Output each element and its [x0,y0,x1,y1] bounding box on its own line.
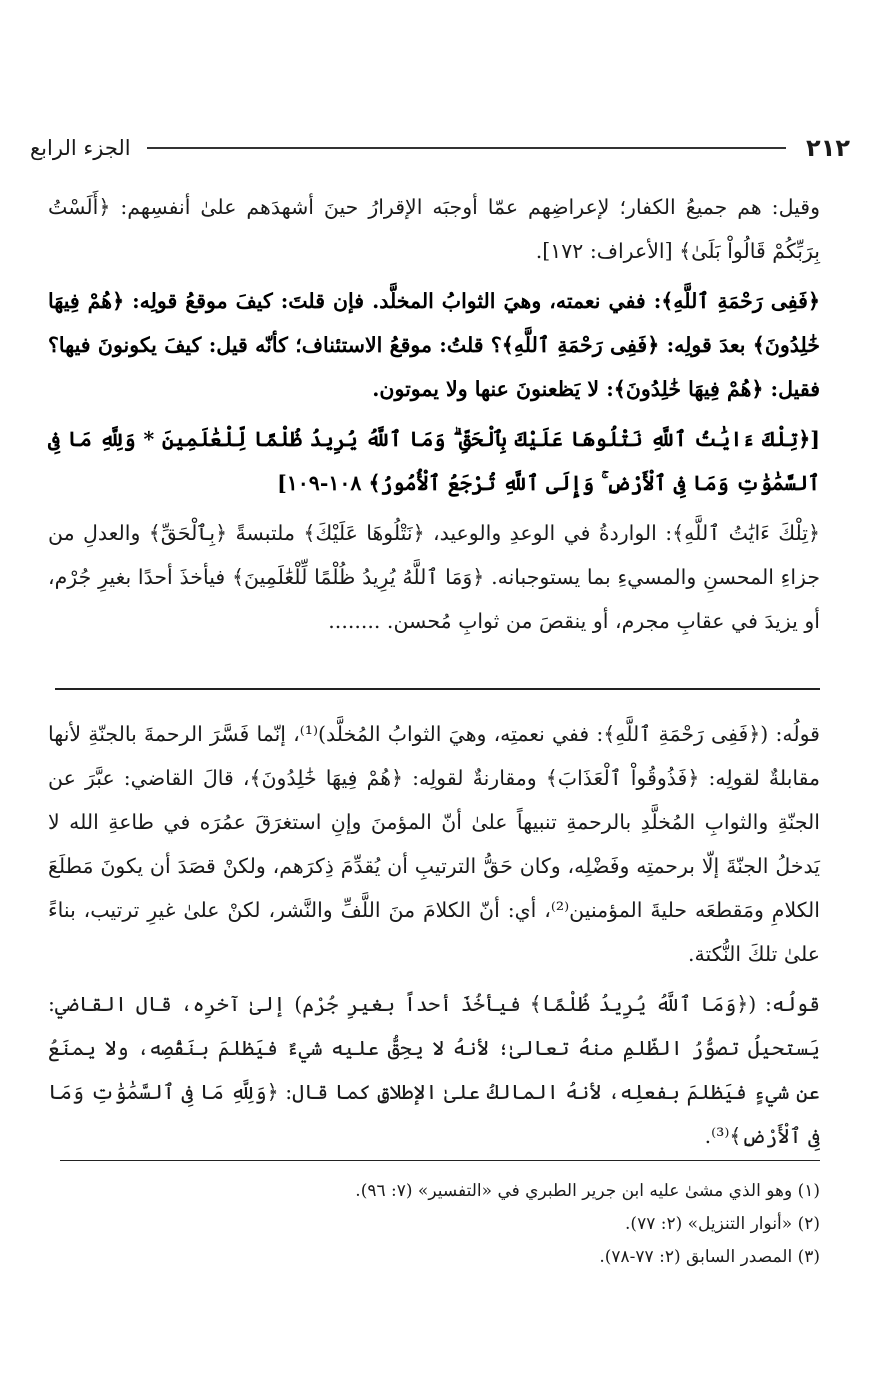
main-separator-rule [55,688,820,690]
main-paragraph-1: وقيل: هم جميعُ الكفار؛ لإعراضِهم عمّا أوجبَه الإقرارُ حينَ أشهدَهم علىٰ أنفسِهم: ﴿أَلَسْتُ بِرَبِّكُمْ قَالُواْ بَلَىٰ﴾ [الأعراف: ١٧٢]. [48,195,820,263]
footnote-separator-rule [60,1160,820,1161]
commentary-paragraph-2: قولُه: (﴿وَمَا ٱللَّهُ يُرِيدُ ظُلْمًا﴾ فيأخُذَ أحداً بغيرِ جُرْم) إلىٰ آخرِه، قال القاضي: يَستحيلُ تصوُّرُ الظّلمِ منهُ تعالىٰ؛ لأنهُ لا يحِقُّ عليه شيءٌ فيَظلمَ بنَقْصِه، ولا يمنَعُ عن شيءٍ فيَظلمَ بفعلِه، لأنهُ المالكُ علىٰ الإطلاقِ كما قال: ﴿وَلِلَّهِ مَا فِى ٱلسَّمَٰوَٰتِ وَمَا فِى ٱلْأَرْضِ﴾⁽³⁾. [48,992,820,1148]
footnote-1: (١) وهو الذي مشىٰ عليه ابن جرير الطبري في «التفسير» (٧: ٩٦). [355,1181,820,1201]
header-rule [147,147,786,149]
footnote-3: (٣) المصدر السابق (٢: ٧٧-٧٨). [599,1247,820,1267]
commentary-section [48,712,820,1164]
footnote-2: (٢) «أنوار التنزيل» (٢: ٧٧). [625,1214,820,1234]
main-paragraph-2: ﴿فَفِى رَحْمَةِ ٱللَّهِ﴾: ففي نعمته، وهيَ الثوابُ المخلَّد. فإن قلتَ: كيفَ موقعُ قولِه: ﴿هُمْ فِيهَا خَٰلِدُونَ﴾ بعدَ قولِه: ﴿فَفِى رَحْمَةِ ٱللَّهِ﴾؟ قلتُ: موقعُ الاستئناف؛ كأنّه قيل: كيفَ يكونونَ فيها؟ فقيل: ﴿هُمْ فِيهَا خَٰلِدُونَ﴾: لا يَظعنونَ عنها ولا يموتون. [48,289,820,401]
footnotes-section [60,1175,820,1274]
running-title: الجزء الرابع [30,136,131,160]
commentary-paragraph-1: قولُه: (﴿فَفِى رَحْمَةِ ٱللَّهِ﴾: ففي نعمتِه، وهيَ الثوابُ المُخلَّد)⁽¹⁾، إنّما فَسَّرَ الرحمةَ بالجنّةِ لأنها مقابلةٌ لقولِه: ﴿فَذُوقُواْ ٱلْعَذَابَ﴾ ومقارنةٌ لقولِه: ﴿هُمْ فِيهَا خَٰلِدُونَ﴾، قالَ القاضي: عبَّرَ عن الجنّةِ والثوابِ المُخلَّدِ بالرحمةِ تنبيهاً علىٰ أنّ المؤمنَ وإنِ استغرَقَ عمُرَه في طاعةِ الله لا يَدخلُ الجنّةَ إلّا برحمتِه وفَضْلِه، وكان حَقُّ الترتيبِ أن يُقدِّمَ ذِكرَهم، ولكنْ قصَدَ أن يكونَ مَطلَعَ الكلامِ ومَقطعَه حليةَ المؤمنين⁽²⁾، أي: أنّ الكلامَ منَ اللَّفِّ والنَّشر، لكنْ علىٰ غيرِ ترتيب، بناءً علىٰ تلكَ النُّكتة. [48,722,820,966]
page-number: ٢١٢ [806,134,850,162]
page-header [30,128,850,168]
main-paragraph-4: ﴿تِلْكَ ءَايَٰتُ ٱللَّهِ﴾: الواردةُ في الوعدِ والوعيد، ﴿نَتْلُوهَا عَلَيْكَ﴾ ملتبسةً ﴿بِٱلْحَقِّ﴾ والعدلِ من جزاءِ المحسنِ والمسيءِ بما يستوجبانه. ﴿وَمَا ٱللَّهُ يُرِيدُ ظُلْمًا لِّلْعَٰلَمِينَ﴾ فيأخذَ أحدًا بغيرِ جُرْم، أو يزيدَ في عقابِ مجرم، أو ينقصَ من ثوابِ مُحسن. ........ [48,521,820,633]
verse-block: [﴿تِلْكَ ءَايَٰتُ ٱللَّهِ نَتْلُوهَا عَلَيْكَ بِٱلْحَقِّ ۗ وَمَا ٱللَّهُ يُرِيدُ ظُلْمًا لِّلْعَٰلَمِينَ * وَلِلَّهِ مَا فِى ٱلسَّمَٰوَٰتِ وَمَا فِى ٱلْأَرْضِ ۚ وَإِلَى ٱللَّهِ تُرْجَعُ ٱلْأُمُورُ﴾ ١٠٨-١٠٩] [48,427,820,495]
main-text [48,185,820,649]
